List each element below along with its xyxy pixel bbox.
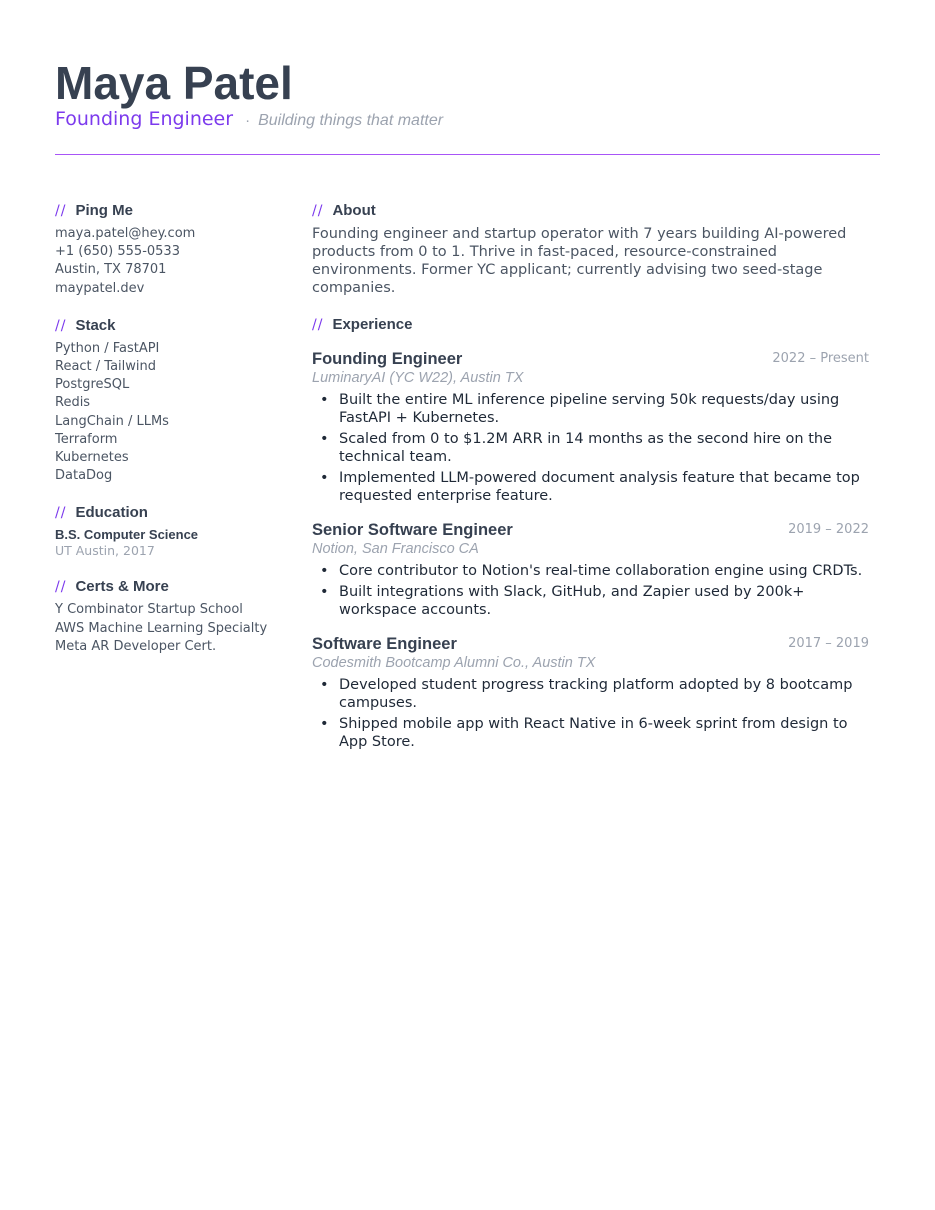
certs-list (55, 601, 290, 656)
section-marker: // (312, 317, 324, 333)
stack-section (55, 315, 290, 486)
cert-item: Meta AR Developer Cert. (55, 638, 217, 654)
job-dates: 2017 – 2019 (788, 636, 869, 651)
bullet-marker: • (320, 470, 329, 486)
bullet-marker: • (320, 563, 329, 579)
education-section (55, 502, 290, 559)
bullet-text: Built the entire ML inference pipeline serving 50k requests/day using FastAPI + Kubernetes. (339, 392, 840, 426)
stack-item: Kubernetes (55, 450, 129, 466)
job-entry (312, 519, 880, 619)
bullet-text: Developed student progress tracking platform adopted by 8 bootcamp campuses. (339, 677, 853, 711)
main-column (312, 200, 880, 756)
section-heading (55, 502, 290, 522)
job-title: Software Engineer (312, 635, 457, 653)
bullet-text: Built integrations with Slack, GitHub, and Zapier used by 200k+ workspace accounts. (339, 584, 805, 618)
job-company: Notion, San Francisco CA (312, 541, 479, 557)
job-header (312, 519, 880, 541)
stack-item: DataDog (55, 468, 113, 484)
education-title: Education (75, 504, 148, 522)
separator-dot: · (245, 112, 251, 129)
contact-location: Austin, TX 78701 (55, 262, 167, 278)
stack-item: PostgreSQL (55, 377, 130, 393)
section-heading (312, 314, 880, 334)
job-bullet (312, 391, 880, 427)
bullet-text: Core contributor to Notion's real-time collaboration engine using CRDTs. (339, 563, 863, 579)
experience-section (312, 314, 880, 751)
bullet-marker: • (320, 677, 329, 693)
candidate-tagline: Building things that matter (258, 112, 444, 129)
job-entry (312, 348, 880, 505)
section-heading (55, 576, 290, 596)
section-marker: // (312, 203, 324, 219)
stack-item: React / Tailwind (55, 359, 157, 375)
job-bullets (312, 562, 880, 619)
bullet-marker: • (320, 584, 329, 600)
bullet-marker: • (320, 431, 329, 447)
contact-phone: +1 (650) 555-0533 (55, 244, 180, 260)
job-bullets (312, 391, 880, 505)
stack-item: LangChain / LLMs (55, 413, 169, 429)
experience-title: Experience (332, 316, 413, 333)
contact-website: maypatel.dev (55, 280, 145, 296)
cert-item: Y Combinator Startup School (55, 602, 243, 618)
cert-item: AWS Machine Learning Specialty (55, 620, 268, 636)
about-title: About (332, 202, 376, 219)
stack-item: Python / FastAPI (55, 340, 160, 356)
stack-list (55, 340, 290, 486)
stack-item: Terraform (55, 431, 118, 447)
job-header (312, 633, 880, 655)
about-section (312, 200, 880, 297)
bullet-text: Shipped mobile app with React Native in 6-week sprint from design to App Store. (339, 716, 848, 750)
header-divider (55, 154, 880, 155)
job-title: Founding Engineer (312, 350, 463, 368)
job-dates: 2019 – 2022 (788, 522, 869, 537)
job-bullet (312, 676, 880, 712)
job-bullet (312, 583, 880, 619)
bullet-marker: • (320, 716, 329, 732)
section-heading (55, 200, 290, 220)
bullet-text: Implemented LLM-powered document analysis feature that became top requested enterprise feature. (339, 470, 860, 504)
bullet-text: Scaled from 0 to $1.2M ARR in 14 months as the second hire on the technical team. (339, 431, 833, 465)
job-header (312, 348, 880, 370)
about-text: Founding engineer and startup operator with 7 years building AI-powered products from 0 to 1. Thrive in fast-paced, resource-constrained environments. Former YC applicant; currently advising two seed-stage companies. (312, 226, 847, 296)
job-company: LuminaryAI (YC W22), Austin TX (312, 370, 524, 386)
subtitle-row (55, 107, 443, 133)
contact-section (55, 200, 290, 298)
job-bullet (312, 469, 880, 505)
section-marker: // (55, 505, 67, 522)
contact-email: maya.patel@hey.com (55, 226, 196, 241)
certs-section (55, 576, 290, 656)
job-company: Codesmith Bootcamp Alumni Co., Austin TX (312, 655, 596, 671)
section-heading (312, 200, 880, 220)
candidate-name: Maya Patel (55, 57, 293, 109)
stack-title: Stack (75, 316, 116, 334)
job-entry (312, 633, 880, 751)
section-marker: // (55, 579, 67, 596)
job-bullets (312, 676, 880, 751)
job-bullet (312, 715, 880, 751)
job-bullet (312, 562, 880, 580)
job-title: Senior Software Engineer (312, 521, 513, 539)
candidate-role: Founding Engineer (55, 108, 234, 130)
education-degree: B.S. Computer Science (55, 527, 199, 543)
education-school: UT Austin, 2017 (55, 543, 155, 559)
section-marker: // (55, 203, 67, 219)
job-dates: 2022 – Present (772, 351, 869, 366)
section-marker: // (55, 317, 67, 334)
job-bullet (312, 430, 880, 466)
contact-title: Ping Me (75, 202, 133, 219)
certs-title: Certs & More (75, 578, 169, 596)
section-heading (55, 315, 290, 335)
sidebar-column (55, 200, 290, 673)
stack-item: Redis (55, 395, 91, 411)
contact-list (55, 225, 290, 298)
bullet-marker: • (320, 392, 329, 408)
